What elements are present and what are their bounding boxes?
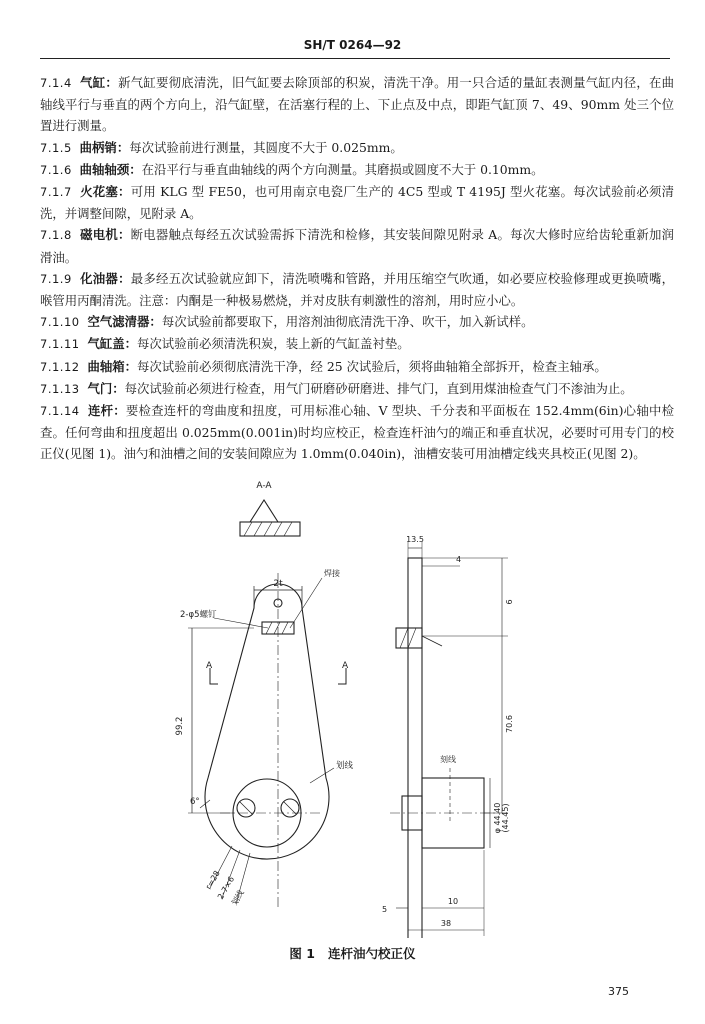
dim-phi: φ 44.40 [493, 802, 502, 834]
clause-text: 断电器触点每经五次试验需拆下清洗和检修，其安装间隙见附录 A。每次大修时应给齿轮重新加润滑油。 [40, 227, 674, 265]
paragraph-7-1-6 [40, 159, 674, 181]
clause-number: 7.1.5 [40, 140, 72, 155]
clause-term: 曲轴箱： [87, 358, 138, 374]
clause-text: 每次试验前必须彻底清洗干净，经 25 次试验后，须将曲轴箱全部拆开，检查主轴承。 [137, 358, 607, 374]
section-mark-right: A [342, 661, 349, 671]
paragraph-7-1-4 [40, 72, 674, 137]
figure-1 [150, 478, 550, 938]
clause-number: 7.1.8 [40, 228, 72, 243]
section-wedge [250, 500, 278, 522]
clause-number: 7.1.9 [40, 271, 72, 286]
oil-dipper-gauge-drawing [150, 478, 550, 938]
dim-10: 10 [447, 897, 459, 906]
clause-term: 气门： [87, 380, 125, 396]
clause-text: 每次试验前必须进行检查，用气门研磨砂研磨进、排气门，直到用煤油检查气门不渗油为止。 [124, 380, 633, 396]
r28-label: r=28 [203, 869, 222, 891]
figure-caption [0, 944, 705, 962]
paragraph-7-1-11 [40, 333, 674, 355]
clause-term: 曲轴轴颈： [79, 161, 142, 177]
dim-phi-alt: (44.45) [501, 803, 510, 833]
dim-6: 6 [505, 599, 514, 605]
clause-number: 7.1.6 [40, 162, 72, 177]
section-label: A-A [256, 481, 272, 491]
clause-text: 新气缸要彻底清洗，旧气缸要去除顶部的积炭，清洗干净。用一只合适的量缸表测量气缸内径，在曲轴线平行与垂直的两个方向上，沿气缸壁，在活塞行程的上、下止点及中点，即距气缸顶 7、49、90mm 处三个位置进行测量。 [40, 75, 675, 134]
clause-term: 化油器： [80, 270, 131, 286]
bolts-label: 2-φ5螺钉 [180, 610, 217, 620]
figure-title: 连杆油勺校正仪 [328, 946, 416, 961]
clause-term: 气缸盖： [87, 336, 138, 352]
dim-13-5: 13.5 [406, 535, 424, 544]
clause-number: 7.1.14 [40, 404, 80, 419]
clause-text: 最多经五次试验就应卸下，清洗喷嘴和管路，并用压缩空气吹通，如必要应校验修理或更换喷嘴，喉管用丙酮清洗。注意：内酮是一种极易燃烧，并对皮肤有刺激性的溶剂，用时应小心。 [40, 270, 675, 309]
clause-text: 要检查连杆的弯曲度和扭度，可用标准心轴、V 型块、千分表和平面板在 152.4mm(6in)心轴中检查。任何弯曲和扭度超出 0.025mm(0.001in)时均应校正，检查连杆油勺的端正和垂直状况，必要时可用专门的校正仪(见图 1)。油勺和油槽之间的安装间隙应为 1.0mm(0.040in)，油槽安装可用油槽定线夹具校正(见图 2)。 [40, 403, 674, 462]
header-rule [40, 58, 670, 59]
clause-term: 空气滤清器： [87, 314, 162, 330]
clause-text: 在沿平行与垂直曲轴线的两个方向测量。其磨损或圆度不大于 0.10mm。 [141, 161, 544, 177]
clause-text: 每次试验前都要取下，用溶剂油彻底清洗干净、吹干，加入新试样。 [161, 314, 534, 330]
paragraph-7-1-10 [40, 311, 674, 333]
dim-5: 5 [382, 905, 388, 914]
section-mark-left: A [206, 661, 213, 671]
clause-term: 曲柄销： [79, 139, 130, 155]
page-number: 375 [608, 985, 629, 998]
clause-number: 7.1.11 [40, 337, 80, 352]
dim-4: 4 [456, 555, 462, 564]
clause-number: 7.1.13 [40, 381, 80, 396]
paragraph-7-1-8 [40, 224, 674, 267]
paragraph-7-1-12 [40, 356, 674, 378]
dim-38: 38 [440, 919, 452, 928]
paragraph-7-1-13 [40, 378, 674, 400]
page-header: SH/T 0264—92 [303, 38, 402, 52]
clause-term: 磁电机： [80, 227, 131, 243]
plate-outline [205, 584, 329, 859]
clause-text: 可用 KLG 型 FE50，也可用南京电瓷厂生产的 4C5 型或 T 4195J 型火花塞。每次试验前必须清洗，并调整间隙，见附录 A。 [40, 184, 675, 222]
dim-70-6: 70.6 [505, 715, 514, 733]
clause-term: 连杆： [87, 403, 126, 419]
dim-99-2: 99.2 [175, 716, 185, 736]
figure-number: 图 1 [289, 946, 315, 961]
body-text [40, 72, 674, 465]
scribe-label: 划线 [336, 761, 354, 771]
weld-label: 焊接 [324, 569, 340, 578]
side-mark-label: 刻线 [440, 755, 456, 764]
paragraph-7-1-14 [40, 400, 674, 465]
clause-number: 7.1.7 [40, 185, 72, 200]
clause-number: 7.1.10 [40, 315, 80, 330]
clause-number: 7.1.4 [40, 76, 72, 90]
r75-label: 2-7×6 [215, 874, 237, 901]
paragraph-7-1-7 [40, 181, 674, 224]
clause-text: 每次试验前必须清洗积炭，装上新的气缸盖衬垫。 [137, 336, 410, 352]
clause-number: 7.1.12 [40, 359, 80, 374]
dim-2t: 2t [273, 579, 283, 589]
clause-term: 气缸： [80, 75, 119, 90]
paragraph-7-1-9 [40, 268, 674, 311]
clause-term: 火花塞： [80, 184, 131, 200]
side-plate [408, 558, 422, 938]
paragraph-7-1-5 [40, 137, 674, 159]
clause-text: 每次试验前进行测量，其圆度不大于 0.025mm。 [129, 139, 403, 155]
round-label: 划线 [229, 888, 246, 907]
section-hatch [244, 522, 292, 536]
angle-label: 6° [190, 797, 200, 807]
